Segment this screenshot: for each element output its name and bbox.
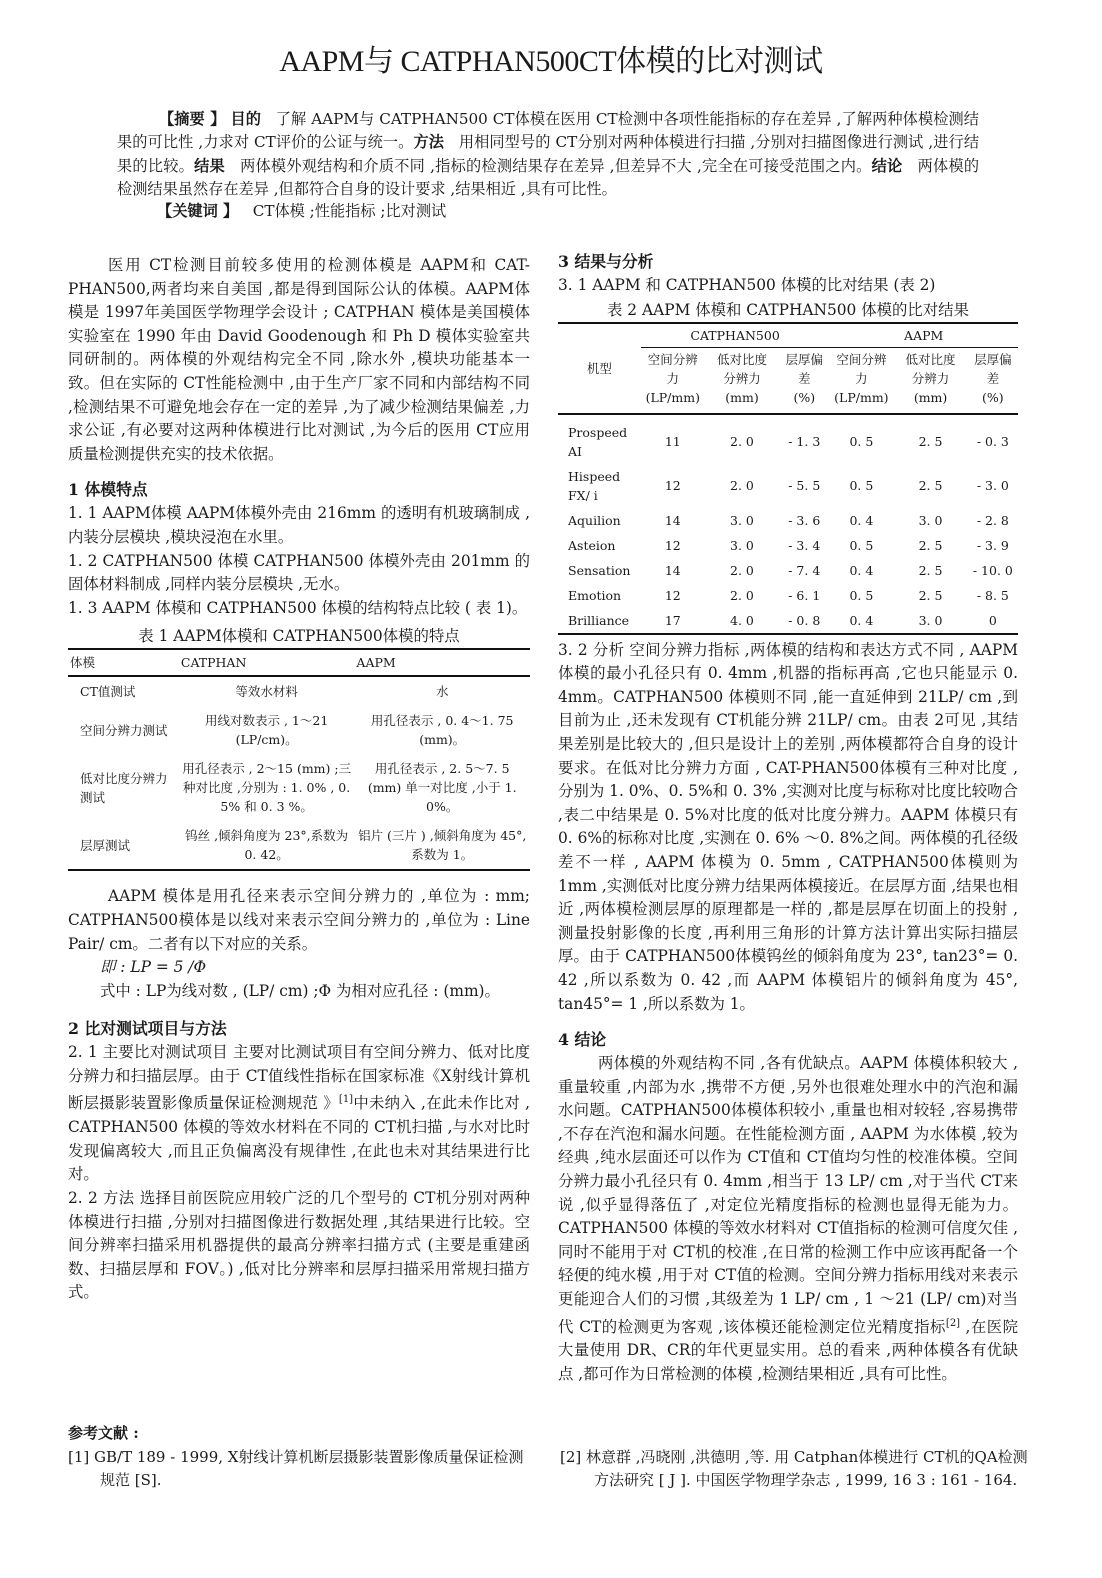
method-text: 用相同型号的 CT分别对两种体模进行扫描 ,分别对扫描图像进行测试 ,进行结果的比较。 bbox=[117, 133, 980, 175]
value-cell: 3. 0 bbox=[918, 512, 943, 528]
table-row bbox=[558, 583, 1018, 608]
abstract-label: 【摘要 】 bbox=[159, 110, 226, 128]
keywords-label: 【关键词 】 bbox=[157, 202, 239, 220]
conclusion-text: 两体模的检测结果虽然存在差异 ,但都符合自身的设计要求 ,结果相近 ,具有可比性。 bbox=[117, 156, 980, 199]
value-cell: - 0. 8 bbox=[779, 608, 829, 634]
table-2-group-header: AAPM bbox=[829, 323, 1018, 348]
table-cell: 用线对数表示 , 1～21 (LP/cm)。 bbox=[205, 713, 329, 748]
section-4-paragraph bbox=[558, 1052, 1018, 1386]
table-cell: 空间分辨力测试 bbox=[80, 722, 168, 738]
value-cell: - 6. 1 bbox=[788, 587, 821, 603]
value-cell: - 3. 4 bbox=[788, 537, 821, 553]
purpose-text: 了解 AAPM与 CATPHAN500 CT体模在医用 CT检测中各项性能指标的存在差异 ,了解两种体模检测结果的可比性 ,力求对 CT评价的公证与统一。 bbox=[117, 110, 979, 152]
value-cell: 3. 0 bbox=[730, 537, 754, 553]
value-cell: - 5. 5 bbox=[788, 478, 821, 494]
table-1-header: CATPHAN bbox=[179, 649, 355, 676]
value-cell: - 3. 0 bbox=[976, 478, 1009, 494]
table-row bbox=[558, 508, 1018, 533]
table-2-sub-header: 低对比度 分辨力 (mm) bbox=[893, 347, 967, 414]
value-cell: 2. 0 bbox=[730, 478, 754, 494]
result-text: 两体模外观结构和介质不同 ,指标的检测结果存在差异 ,但差异不大 ,完全在可接受范围之内。 bbox=[240, 156, 872, 175]
value-cell: 2. 0 bbox=[730, 434, 754, 450]
table-row bbox=[68, 706, 530, 754]
value-cell: - 7. 4 bbox=[788, 562, 821, 578]
table-2-caption: 表 2 AAPM 体模和 CATPHAN500 体模的比对结果 bbox=[607, 300, 969, 319]
unit-paragraph: AAPM 模体是用孔径来表示空间分辨力的 ,单位为 : mm; CATPHAN500模体是以线对来表示空间分辨力的 ,单位为 : Line Pair/ cm。二者有以下对应的关系。 bbox=[68, 887, 530, 953]
value-cell: - 3. 6 bbox=[788, 512, 821, 528]
value-cell: 11 bbox=[664, 434, 681, 450]
table-row bbox=[558, 533, 1018, 558]
citation-2: [2] bbox=[945, 1317, 961, 1329]
table-1 bbox=[68, 648, 530, 871]
intro-paragraph: 医用 CT检测目前较多使用的检测体模是 AAPM和 CAT-PHAN500,两者均来自美国 ,都是得到国际公认的体模。AAPM体模是 1997年美国医学物理学会设计 ; CATPHAN 模体是美国模体实验室在 1990 年由 David Goodenough 和 Ph D 模体实验室共同研制的。两体模的外观结构完全不同 ,除水外 ,模块功能基本一致。但在实际的 CT性能检测中 ,由于生产厂家不同和内部结构不同 ,检测结果不可避免地会存在一定的差异 ,为了减少检测结果偏差 ,力求公证 ,有必要对这两种体模进行比对测试 ,为今后的医用 CT应用质量检测提供充实的技术依据。 bbox=[68, 256, 530, 463]
section-4-text-b: ,在医院大量使用 DR、CR的年代更显实用。总的看来 ,两种体模各有优缺点 ,都可作为日常检测的体模 ,检测结果相近 ,具有可比性。 bbox=[558, 1317, 1018, 1383]
references bbox=[68, 1422, 1028, 1489]
value-cell: 2. 5 bbox=[918, 587, 943, 603]
value-cell: 12 bbox=[664, 478, 681, 494]
model-name-cell: Sensation bbox=[568, 562, 631, 578]
table-cell: CT值测试 bbox=[80, 684, 136, 700]
table-2-sub-header: 空间分辨力 (LP/mm) bbox=[829, 347, 893, 414]
table-cell: 低对比度分辨力测试 bbox=[80, 770, 168, 805]
model-name-cell: Emotion bbox=[568, 587, 622, 603]
section-2-heading: 2 比对测试项目与方法 bbox=[68, 1019, 227, 1039]
section-4-text-a: 两体模的外观结构不同 ,各有优缺点。AAPM 体模体积较大 ,重量较重 ,内部为水 ,携带不方便 ,另外也很难处理水中的汽泡和漏水问题。CATPHAN500体模体积较小 ,重量也相对较轻 ,容易携带 ,不存在汽泡和漏水问题。在性能检测方面 , AAPM 为水体模 ,较为经典 ,纯水层面还可以作为 CT值和 CT值均匀性的校准体模。空间分辨力最小孔径只有 0. 4mm ,相当于 13 LP/ cm ,对于当代 CT来说 ,似乎显得落伍了 ,对定位光精度指标的检测也显得无能为力。CATPHAN500 体模的等效水材料对 CT值指标的检测可信度欠佳 ,同时不能用于对 CT机的校准 ,在日常的检测工作中应该再配备一个轻便的纯水模 ,用于对 CT值的检测。空间分辨力指标用线对来表示更能迎合人们的习惯 ,其级差为 1 LP/ cm , 1 ～21 (LP/ cm)对当代 CT的检测更为客观 ,该体模还能检测定位光精度指标 bbox=[558, 1054, 1018, 1336]
section-1-3: 1. 3 AAPM 体模和 CATPHAN500 体模的结构特点比较 ( 表 1)。 bbox=[68, 598, 528, 617]
citation-1: [1] bbox=[338, 1094, 354, 1106]
references-heading: 参考文献 : bbox=[68, 1424, 139, 1442]
value-cell: 2. 5 bbox=[918, 478, 943, 494]
value-cell: 14 bbox=[664, 512, 681, 528]
value-cell: 0. 4 bbox=[849, 562, 874, 578]
table-1-caption: 表 1 AAPM体模和 CATPHAN500体模的特点 bbox=[138, 627, 460, 646]
value-cell: 2. 0 bbox=[730, 562, 754, 578]
section-3-1: 3. 1 AAPM 和 CATPHAN500 体模的比对结果 (表 2) bbox=[558, 276, 936, 294]
table-cell: 用孔径表示 , 0. 4～1. 75 (mm)。 bbox=[370, 713, 514, 748]
value-cell: 12 bbox=[664, 587, 681, 603]
table-cell: 等效水材料 bbox=[235, 684, 298, 700]
table-cell: 层厚测试 bbox=[68, 821, 179, 870]
method-label: 方法 bbox=[413, 133, 445, 152]
table-1-header: 体模 bbox=[68, 649, 179, 676]
value-cell: 2. 5 bbox=[918, 562, 943, 578]
value-cell: - 0. 3 bbox=[976, 434, 1009, 450]
table-cell: 用孔径表示 , 2～15 (mm) ;三种对比度 ,分别为 : 1. 0% , 0. 5% 和 0. 3 %。 bbox=[182, 761, 352, 815]
model-name-cell: Hispeed FX/ i bbox=[568, 468, 621, 503]
table-cell: 铝片 (三片 ) ,倾斜角度为 45°,系数为 1。 bbox=[354, 821, 530, 870]
section-2-2: 2. 2 方法 选择目前医院应用较广泛的几个型号的 CT机分别对两种体模进行扫描 ,分别对扫描图像进行数据处理 ,其结果进行比较。空间分辨率扫描采用机器提供的最高分辨率扫描方式 (主要是重建函数、扫描层厚和 FOV。) ,低对比分辨率和层厚扫描采用常规扫描方式。 bbox=[68, 1188, 530, 1302]
formula-note: 式中 : LP为线对数 , (LP/ cm) ;Φ 为相对应孔径 : (mm)。 bbox=[100, 981, 500, 1000]
section-3-2: 3. 2 分析 空间分辨力指标 ,两体模的结构和表达方式不同 , AAPM 体模的最小孔径只有 0. 4mm ,机器的指标再高 ,它也只能显示 0. 4mm。CATPHAN500 体模则不同 ,能一直延伸到 21LP/ cm ,到目前为止 ,还未发现有 CT机能分辨 21LP/ cm。由表 2可见 ,其结果差别是比较大的 ,但只是设计上的差别 ,两体模都符合自身的设计要求。在低对比分辨力方面 , CAT-PHAN500体模有三种对比度 ,分别为 1. 0%、0. 5%和 0. 3% ,实测对比度与标称对比度比较吻合 ,表二中结果是 0. 5%对比度的低对比度分辨力。AAPM 体模只有 0. 6%的标称对比度 ,实测在 0. 6% ～0. 8%之间。两体模的孔径级差不一样 , AAPM 体模为 0. 5mm , CATPHAN500体模则为 1mm ,实测低对比度分辨力结果两体模接近。在层厚方面 ,结果也相近 ,两体模检测层厚的原理都是一样的 ,都是层厚在切面上的投射 ,测量投射影像的长度 ,再利用三角形的计算方法计算出实际扫描层厚。由于 CATPHAN500体模钨丝的倾斜角度为 23°, tan23°= 0. 42 ,所以系数为 0. 42 ,而 AAPM 体模铝片的倾斜角度为 45°, tan45°= 1 ,所以系数为 1。 bbox=[558, 640, 1018, 1013]
value-cell: 0. 4 bbox=[849, 512, 874, 528]
value-cell: - 3. 9 bbox=[976, 537, 1009, 553]
table-row bbox=[68, 676, 530, 706]
purpose-label: 目的 bbox=[230, 110, 261, 128]
section-3-heading: 3 结果与分析 bbox=[558, 252, 654, 271]
value-cell: 3. 0 bbox=[893, 608, 967, 634]
value-cell: 0. 5 bbox=[849, 587, 874, 603]
table-cell: 钨丝 ,倾斜角度为 23°,系数为 0. 42。 bbox=[179, 821, 355, 870]
formula: 即 : LP = 5 /Φ bbox=[100, 958, 207, 977]
value-cell: 0 bbox=[968, 608, 1018, 634]
left-column bbox=[68, 254, 530, 1305]
value-cell: 4. 0 bbox=[705, 608, 779, 634]
keywords bbox=[157, 200, 446, 223]
table-1-header: AAPM bbox=[354, 649, 530, 676]
table-row bbox=[68, 821, 530, 870]
value-cell: 0. 5 bbox=[849, 478, 874, 494]
table-row bbox=[68, 754, 530, 821]
value-cell: 12 bbox=[664, 537, 681, 553]
value-cell: - 1. 3 bbox=[788, 434, 821, 450]
section-2-1 bbox=[68, 1041, 530, 1187]
value-cell: 3. 0 bbox=[730, 512, 754, 528]
value-cell: 0. 5 bbox=[849, 537, 874, 553]
table-2-sub-header: 层厚偏差 (%) bbox=[968, 347, 1018, 414]
value-cell: 17 bbox=[641, 608, 705, 634]
table-2-sub-header: 空间分辨力 (LP/mm) bbox=[641, 347, 705, 414]
table-2-sub-header: 层厚偏差 (%) bbox=[779, 347, 829, 414]
value-cell: 2. 0 bbox=[730, 587, 754, 603]
section-1-2: 1. 2 CATPHAN500 体模 CATPHAN500 体模外壳由 201mm 的固体材料制成 ,同样内装分层模块 ,无水。 bbox=[68, 551, 530, 594]
section-2-1-text-a: 2. 1 主要比对测试项目 主要对比测试项目有空间分辨力、低对比度分辨力和扫描层厚。由于 CT值线性指标在国家标准《X射线计算机断层摄影装置影像质量保证检测规范 》 bbox=[68, 1043, 530, 1113]
value-cell: 0. 5 bbox=[849, 434, 874, 450]
table-2-model-header: 机型 bbox=[558, 323, 641, 414]
abstract bbox=[117, 108, 979, 202]
section-2-1-text-b: 中未纳入 ,在此未作比对 , CATPHAN500 体模的等效水材料在不同的 CT机扫描 ,与水对比时发现偏离较大 ,而且正负偏离没有规律性 ,在此也未对其结果进行比对。 bbox=[68, 1094, 530, 1184]
keywords-text: CT体模 ;性能指标 ;比对测试 bbox=[252, 202, 447, 220]
table-row bbox=[558, 414, 1018, 464]
model-name-cell: Asteion bbox=[568, 537, 616, 553]
value-cell: - 10. 0 bbox=[972, 562, 1013, 578]
section-1-heading: 1 体模特点 bbox=[68, 480, 148, 500]
conclusion-label: 结论 bbox=[871, 156, 903, 175]
model-name-cell: Brilliance bbox=[558, 608, 641, 634]
value-cell: 14 bbox=[664, 562, 681, 578]
value-cell: 2. 5 bbox=[918, 434, 943, 450]
value-cell: - 2. 8 bbox=[976, 512, 1009, 528]
reference-item: [2] 林意群 ,冯晓刚 ,洪德明 ,等. 用 Catphan体模进行 CT机的QA检测方法研究 [ J ]. 中国医学物理学杂志 , 1999, 16 3 : 161 - 164. bbox=[560, 1448, 1028, 1489]
section-4-heading: 4 结论 bbox=[558, 1030, 607, 1050]
right-column bbox=[558, 250, 1018, 1387]
table-cell: 水 bbox=[435, 684, 449, 700]
value-cell: - 8. 5 bbox=[976, 587, 1009, 603]
value-cell: 0. 4 bbox=[829, 608, 893, 634]
table-2-group-header: CATPHAN500 bbox=[641, 323, 830, 348]
paper-title: AAPM与 CATPHAN500CT体模的比对测试 bbox=[279, 45, 823, 78]
reference-item: [1] GB/T 189 - 1999, X射线计算机断层摄影装置影像质量保证检测规范 [S]. bbox=[68, 1448, 524, 1489]
table-row bbox=[558, 558, 1018, 583]
value-cell: 2. 5 bbox=[918, 537, 943, 553]
table-2-sub-header: 低对比度 分辨力 (mm) bbox=[705, 347, 779, 414]
model-name-cell: Prospeed AI bbox=[568, 424, 628, 459]
table-2 bbox=[558, 322, 1018, 635]
table-row bbox=[558, 608, 1018, 634]
model-name-cell: Aquilion bbox=[568, 512, 621, 528]
table-row bbox=[558, 464, 1018, 508]
result-label: 结果 bbox=[194, 156, 225, 175]
table-cell: 用孔径表示 , 2. 5～7. 5 (mm) 单一对比度 ,小于 1. 0%。 bbox=[367, 761, 517, 815]
section-1-1: 1. 1 AAPM体模 AAPM体模外壳由 216mm 的透明有机玻璃制成 ,内装分层模块 ,模块浸泡在水里。 bbox=[68, 504, 530, 546]
